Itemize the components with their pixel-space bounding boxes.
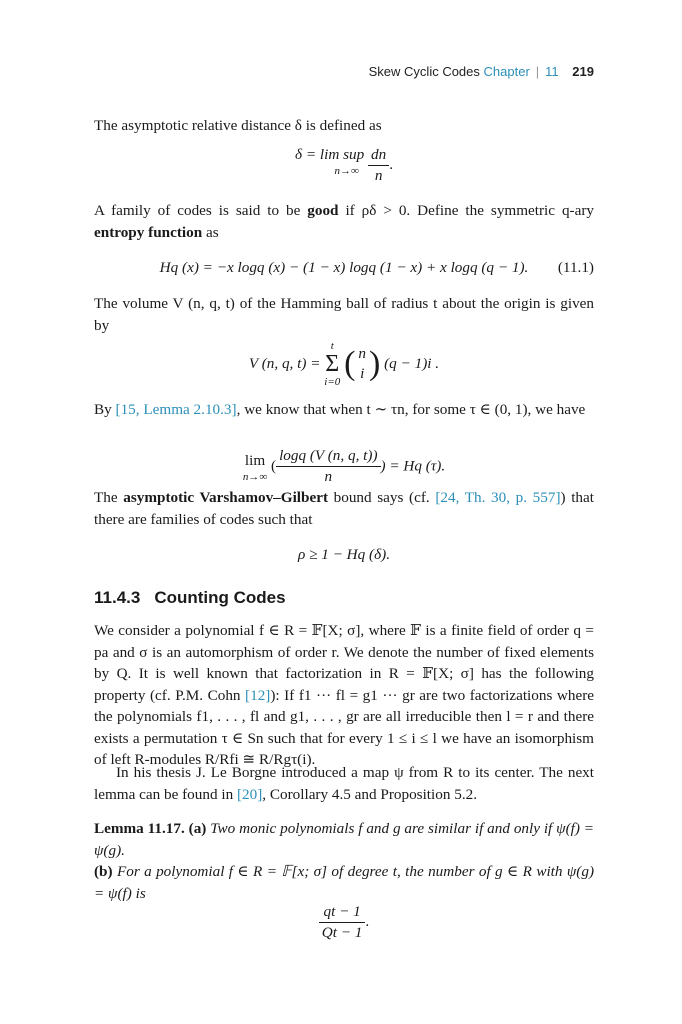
equation-number: (11.1) — [557, 259, 594, 276]
citation-link[interactable]: [15, Lemma 2.10.3] — [115, 401, 237, 418]
eq-delta-tail: . — [389, 155, 393, 173]
lemma-part-a — [94, 818, 594, 861]
paren-right: ) — [368, 345, 381, 382]
chapter-number: 11 — [545, 64, 559, 79]
header-separator: | — [535, 64, 540, 79]
term-varshamov-gilbert: asymptotic Varshamov–Gilbert — [123, 489, 329, 506]
eq-count-tail: . — [365, 912, 370, 930]
eq-lim-rhs: ) = Hq (τ). — [380, 457, 446, 475]
eq-count-numerator: qt − 1 — [319, 902, 366, 923]
sum-lower: i=0 — [324, 376, 341, 388]
eq-count-denominator: Qt − 1 — [321, 924, 363, 941]
sum-upper: t — [330, 340, 334, 352]
lim-sub: n→∞ — [242, 470, 268, 483]
paragraph-varshamov-gilbert — [94, 487, 594, 530]
paragraph-hamming-volume: The volume V (n, q, t) of the Hamming ball of radius t about the origin is given by — [94, 295, 594, 334]
text: We consider a polynomial f ∈ R = 𝔽[X; σ], where 𝔽 is a finite field of order q = pa and σ is an automorphism of order r. We denote the number of fixed elements by Q. It is well known that factorization in R = 𝔽[X; σ] has the following property (cf. P.M. Cohn — [94, 622, 594, 704]
text: as — [202, 223, 219, 241]
text: The — [94, 489, 124, 506]
section-heading — [94, 588, 286, 608]
equation-volume — [94, 340, 594, 388]
equation-entropy — [94, 258, 594, 278]
paragraph-le-borgne — [94, 762, 594, 805]
lemma-a-label: (a) — [188, 820, 207, 837]
citation-link[interactable]: [20] — [236, 785, 263, 803]
page-number: 219 — [572, 64, 594, 79]
paren-open: ( — [271, 457, 277, 475]
equation-count — [94, 902, 594, 943]
citation-link[interactable]: [24, Th. 30, p. 557] — [435, 489, 561, 506]
text: bound says (cf. — [328, 489, 436, 506]
lemma-label: Lemma 11.17. — [94, 820, 185, 837]
paragraph-lemma-reference — [94, 399, 594, 421]
text: if ρδ > 0. Define the symmetric q-ary — [338, 202, 595, 219]
chapter-label: Chapter — [483, 64, 530, 79]
sum-symbol: Σ — [325, 351, 340, 377]
term-entropy-function: entropy function — [94, 223, 203, 241]
equation-limit — [94, 446, 594, 487]
paragraph-asymptotic-distance: The asymptotic relative distance δ is defined as — [94, 117, 382, 134]
term-good: good — [307, 202, 339, 219]
lim-word: lim — [244, 451, 266, 469]
text: A family of codes is said to be — [94, 202, 308, 219]
running-header — [369, 64, 594, 79]
text: ) that there are families of codes such that — [94, 489, 594, 528]
citation-link[interactable]: [12] — [245, 686, 271, 704]
eq-entropy-body: Hq (x) = −x logq (x) − (1 − x) logq (1 − x) + x logq (q − 1). — [159, 259, 529, 276]
text: ): If f1 ··· fl = g1 ··· gr are two factorizations where the polynomials f1, . . . , fl and g1, . . . , gr are all irreducible then l = r and there exists a permutation τ ∈ Sn such that for every 1 ≤ i ≤ l we have an isomorphism of left R-modules R/Rfi ≅ R/Rgτ(i). — [94, 686, 595, 768]
eq-rho-body: ρ ≥ 1 − Hq (δ). — [298, 546, 390, 563]
binom-top: n — [358, 345, 366, 362]
text: , we know that when t ∼ τn, for some τ ∈ (0, 1), we have — [236, 401, 586, 418]
text: In his thesis J. Le Borgne introduced a map ψ from R to its center. The next lemma can be found in — [94, 764, 594, 803]
eq-delta-lhs: δ = lim sup — [295, 146, 365, 163]
paren-left: ( — [344, 345, 356, 382]
eq-delta-numerator: dn — [368, 145, 389, 166]
eq-lim-numerator: logq (V (n, q, t)) — [276, 446, 380, 467]
binom-bottom: i — [360, 365, 365, 382]
text: By — [94, 401, 116, 418]
eq-delta-denominator: n — [374, 167, 383, 184]
paragraph-polynomial-factorization — [94, 620, 594, 771]
section-title: Counting Codes — [154, 588, 286, 607]
eq-delta-limit: n→∞ — [334, 165, 359, 177]
text: , Corollary 4.5 and Proposition 5.2. — [262, 785, 478, 803]
eq-lim-denominator: n — [324, 468, 333, 485]
lemma-a-text: Two monic polynomials f and g are similar if and only if ψ(f) = ψ(g). — [94, 820, 595, 859]
lemma-b-label: (b) — [94, 863, 113, 880]
section-number: 11.4.3 — [94, 588, 141, 607]
lemma-part-b — [94, 861, 594, 904]
lemma-b-text: For a polynomial f ∈ R = 𝔽[x; σ] of degree t, the number of g ∈ R with ψ(g) = ψ(f) is — [94, 863, 595, 902]
equation-delta — [94, 145, 594, 186]
eq-volume-rhs: (q − 1)i . — [384, 355, 440, 372]
paragraph-good-codes — [94, 200, 594, 243]
equation-rho — [94, 545, 594, 565]
lemma-11-17 — [94, 818, 594, 904]
running-title: Skew Cyclic Codes — [368, 64, 480, 79]
eq-volume-lhs: V (n, q, t) = — [248, 355, 321, 372]
